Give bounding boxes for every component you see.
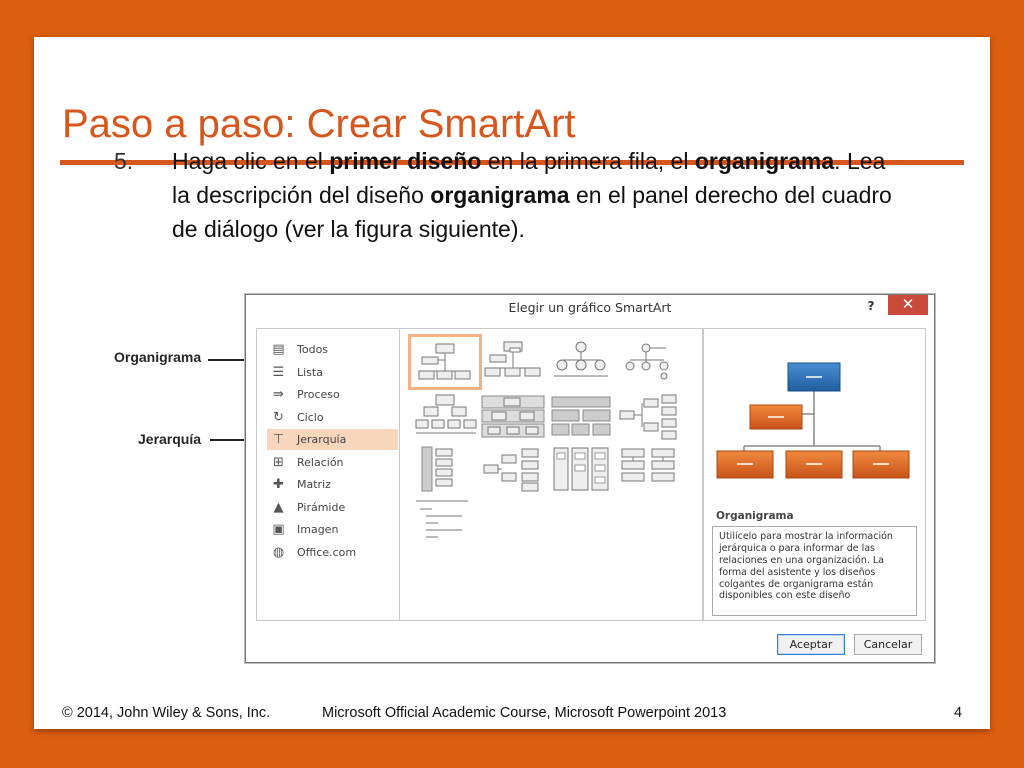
all-icon: ▤ <box>272 342 285 357</box>
category-label: Office.com <box>297 545 357 559</box>
category-label: Lista <box>297 365 323 379</box>
category-imagen[interactable] <box>267 519 399 540</box>
category-todos[interactable] <box>267 339 399 360</box>
pyramid-icon: ▲ <box>273 499 284 515</box>
category-label: Proceso <box>297 388 340 401</box>
category-pir-mide[interactable] <box>267 497 399 518</box>
hierarchy-icon: ⊤ <box>272 432 285 447</box>
layout-circle-picture-hierarchy[interactable] <box>548 338 614 386</box>
footer-course: Microsoft Official Academic Course, Microsoft Powerpoint 2013 <box>322 705 727 721</box>
category-label: Matriz <box>297 478 331 491</box>
category-label: Ciclo <box>297 410 324 424</box>
layout-horizontal-hierarchy[interactable] <box>616 393 682 441</box>
category-label: Pirámide <box>297 500 346 514</box>
slide-title: Paso a paso: Crear SmartArt <box>62 102 576 146</box>
process-icon: ⇛ <box>273 387 284 402</box>
layout-architecture-list[interactable] <box>412 499 478 547</box>
layout-hierarchy-list[interactable] <box>616 445 682 493</box>
cycle-icon: ↻ <box>273 409 284 425</box>
category-office-com[interactable] <box>267 542 399 563</box>
dialog-title: Elegir un gráfico SmartArt <box>508 300 672 315</box>
category-jerarqu-a[interactable] <box>267 429 398 450</box>
category-list <box>256 328 401 621</box>
footer-page-number: 4 <box>954 705 963 721</box>
layout-name-title-org-chart[interactable] <box>480 338 546 386</box>
category-proceso[interactable] <box>267 384 399 405</box>
step-text-run: . Lea la descripción del diseño <box>172 148 886 208</box>
category-label: Imagen <box>297 523 339 536</box>
layout-labeled-hierarchy[interactable] <box>480 393 546 441</box>
help-button[interactable]: ? <box>867 299 875 313</box>
description-text: Utilícelo para mostrar la información jerárquica o para informar de las relaciones en una organización. La forma del asistente y los diseños colgantes de organigrama están disponibles con este diseño <box>712 526 917 616</box>
layout-hierarchy[interactable] <box>412 393 478 441</box>
layout-horizontal-labeled-hierarchy[interactable] <box>412 445 478 493</box>
org-chart-preview <box>704 329 925 509</box>
picture-icon: ▣ <box>272 522 285 537</box>
layout-organization-chart[interactable] <box>412 338 478 386</box>
accept-button[interactable]: Aceptar <box>777 634 845 655</box>
relationship-icon: ⊞ <box>273 454 284 470</box>
dialog-titlebar <box>246 295 934 321</box>
matrix-icon: ✚ <box>273 477 284 492</box>
layout-lined-list[interactable] <box>548 445 614 493</box>
globe-icon: ◍ <box>272 544 285 560</box>
list-icon: ☰ <box>272 364 285 380</box>
cancel-button[interactable]: Cancelar <box>854 634 922 655</box>
category-label: Jerarquía <box>297 433 347 446</box>
callout-organigrama: Organigrama <box>114 349 202 365</box>
callout-jerarquia: Jerarquía <box>138 431 202 447</box>
step-text-run: en el panel derecho del cuadro de diálogo (ver la figura siguiente). <box>172 181 892 242</box>
layout-hierarchy-circles[interactable] <box>616 338 682 386</box>
step-number: 5. <box>114 148 134 174</box>
step-text-bold: primer diseño <box>329 148 482 174</box>
preview-pane <box>703 328 926 621</box>
close-button[interactable]: ✕ <box>888 295 928 315</box>
smartart-dialog <box>245 294 935 663</box>
category-label: Relación <box>297 455 344 469</box>
footer-copyright: © 2014, John Wiley & Sons, Inc. <box>62 705 271 721</box>
step-text-run: Haga clic en el <box>172 148 330 174</box>
step-text-run: en la primera fila, el <box>481 148 695 174</box>
layout-gallery <box>399 328 703 621</box>
category-relaci-n[interactable] <box>267 452 399 473</box>
category-lista[interactable] <box>267 362 399 383</box>
layout-horizontal-multi-level[interactable] <box>480 445 546 493</box>
category-matriz[interactable] <box>267 474 399 495</box>
layout-table-hierarchy[interactable] <box>548 393 614 441</box>
category-ciclo[interactable] <box>267 407 399 428</box>
step-text-bold: organigrama <box>694 148 835 174</box>
step-text-bold: organigrama <box>430 181 570 208</box>
category-label: Todos <box>297 343 329 356</box>
description-title: Organigrama <box>716 510 794 522</box>
slide <box>34 37 990 729</box>
